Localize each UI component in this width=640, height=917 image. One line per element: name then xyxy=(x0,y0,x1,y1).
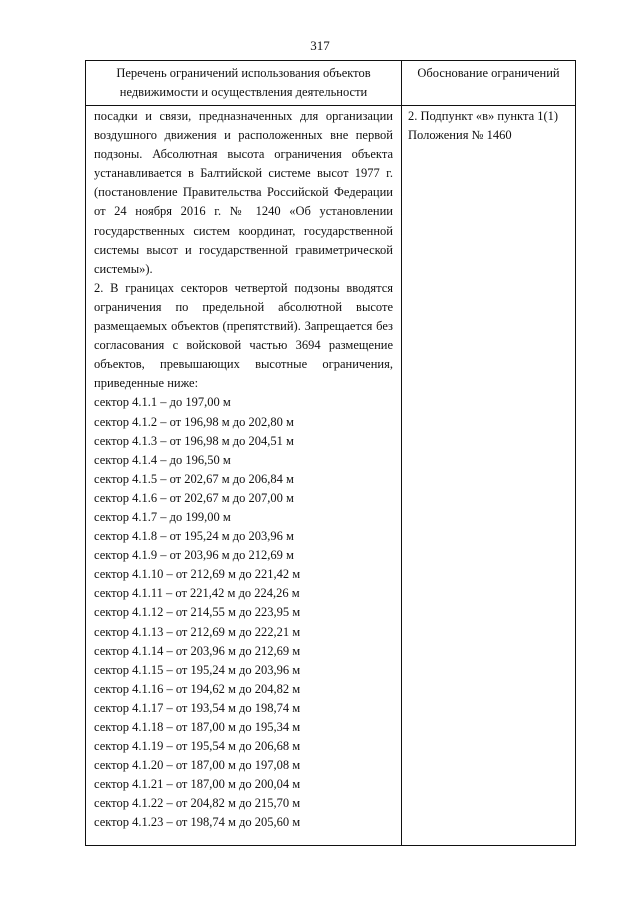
sector-item: сектор 4.1.3 – от 196,98 м до 204,51 м xyxy=(94,433,294,448)
sector-list xyxy=(94,393,393,832)
sector-item: сектор 4.1.13 – от 212,69 м до 222,21 м xyxy=(94,624,301,639)
paragraph-sector-limits: 2. В границах секторов четвертой подзоны вводятся ограничения по предельной абсолютной высоте размещаемых объектов (препятствий). Запрещается без согласования с войсковой частью 3694 размещение объектов, превышающих высотные ограничения, приведенные ниже: xyxy=(94,280,393,391)
header-restrictions-list: Перечень ограничений использования объектов недвижимости и осуществления деятельности xyxy=(86,61,402,106)
justification-cell xyxy=(402,106,576,846)
page-number: 317 xyxy=(310,38,330,53)
sector-item: сектор 4.1.11 – от 221,42 м до 224,26 м xyxy=(94,586,300,601)
paragraph-continued: посадки и связи, предназначенных для организации воздушного движения и расположенных вне первой подзоны. Абсолютная высота ограничения объекта устанавливается в Балтийской системе высот 1977 г. (постановление Правительства Российской Федерации от 24 ноября 2016 г. № 1240 «Об установлении государственных систем координат, государственной системы высот и государственной гравиметрической системы»). xyxy=(94,109,393,276)
sector-item: сектор 4.1.5 – от 202,67 м до 206,84 м xyxy=(94,471,294,486)
sector-item: сектор 4.1.16 – от 194,62 м до 204,82 м xyxy=(94,681,301,696)
restrictions-cell xyxy=(86,106,402,846)
sector-item: сектор 4.1.8 – от 195,24 м до 203,96 м xyxy=(94,529,294,544)
sector-item: сектор 4.1.12 – от 214,55 м до 223,95 м xyxy=(94,605,301,620)
sector-item: сектор 4.1.9 – от 203,96 м до 212,69 м xyxy=(94,548,294,563)
sector-item: сектор 4.1.1 – до 197,00 м xyxy=(94,395,231,410)
sector-item: сектор 4.1.4 – до 196,50 м xyxy=(94,452,231,467)
restrictions-table xyxy=(85,60,576,846)
header-justification: Обоснование ограничений xyxy=(402,61,576,106)
sector-item: сектор 4.1.23 – от 198,74 м до 205,60 м xyxy=(94,815,301,830)
sector-item: сектор 4.1.14 – от 203,96 м до 212,69 м xyxy=(94,643,301,658)
table-header-row xyxy=(86,61,576,106)
sector-item: сектор 4.1.17 – от 193,54 м до 198,74 м xyxy=(94,700,301,715)
justification-text: 2. Подпункт «в» пункта 1(1) Положения № 1460 xyxy=(408,109,559,143)
table-row xyxy=(86,106,576,846)
sector-item: сектор 4.1.7 – до 199,00 м xyxy=(94,509,231,524)
sector-item: сектор 4.1.21 – от 187,00 м до 200,04 м xyxy=(94,777,301,792)
sector-item: сектор 4.1.19 – от 195,54 м до 206,68 м xyxy=(94,739,301,754)
sector-item: сектор 4.1.18 – от 187,00 м до 195,34 м xyxy=(94,720,301,734)
sector-item: сектор 4.1.15 – от 195,24 м до 203,96 м xyxy=(94,662,301,677)
sector-item: сектор 4.1.6 – от 202,67 м до 207,00 м xyxy=(94,490,294,505)
sector-item: сектор 4.1.22 – от 204,82 м до 215,70 м xyxy=(94,796,301,811)
sector-item: сектор 4.1.20 – от 187,00 м до 197,08 м xyxy=(94,758,301,773)
sector-item: сектор 4.1.10 – от 212,69 м до 221,42 м xyxy=(94,567,301,582)
sector-item: сектор 4.1.2 – от 196,98 м до 202,80 м xyxy=(94,414,294,429)
